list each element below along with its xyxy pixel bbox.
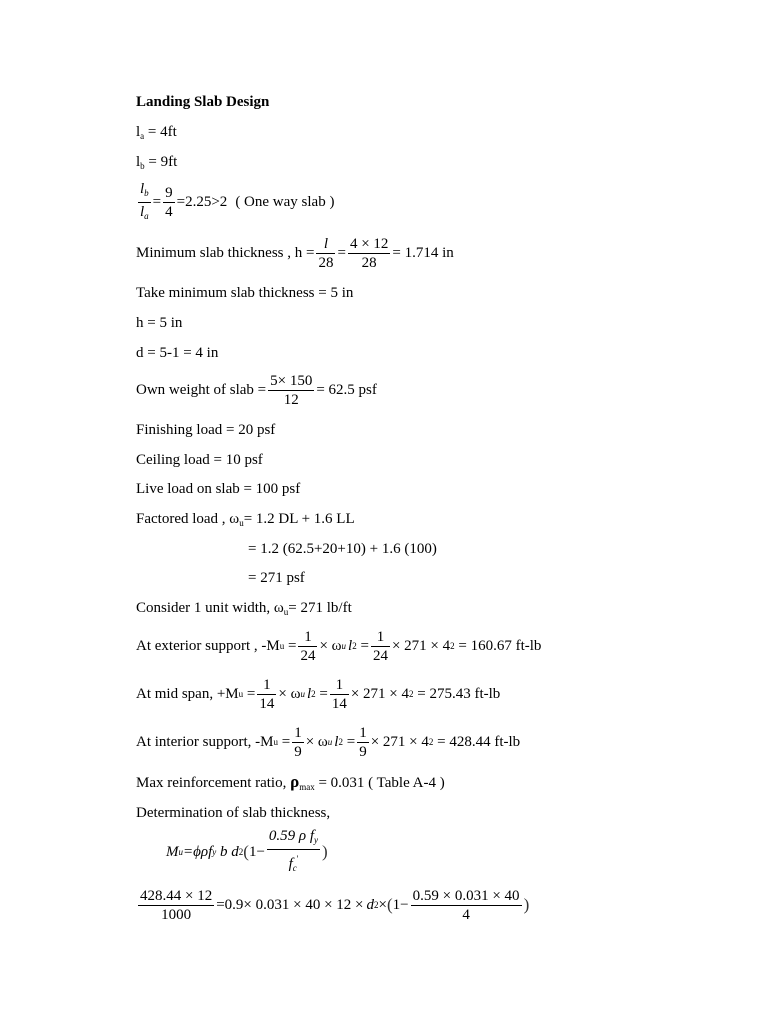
formula-num-sub: y [314,835,319,845]
page-title: Landing Slab Design [136,94,270,110]
int-den: 9 [294,743,302,760]
lb-subscript: b [140,161,145,171]
mid-calc-sup: 2 [409,689,414,699]
take-min-line: Take minimum slab thickness = 5 in [136,285,354,301]
int-fraction [292,724,304,761]
live-load-line: Live load on slab = 100 psf [136,481,301,497]
mid-result: = 275.43 ft-lb [417,686,501,702]
final-paren-close: ) [523,895,530,914]
min-thickness-line [136,233,454,273]
min-thickness-label: Minimum slab thickness , h = [136,245,315,261]
int-num: 1 [294,724,302,741]
unit-width-line [136,599,352,621]
final-fraction-2 [411,887,522,924]
int-eq: = [281,734,291,750]
mid-sup: 2 [311,689,316,699]
ratio-eq: = [152,194,162,210]
exterior-support-line [136,626,541,666]
factored-label: Factored load , ω [136,511,240,527]
formula-d: d [231,844,239,860]
int-fraction-2 [357,724,369,761]
rho-subscript: max [299,782,315,792]
ratio-note: ( One way slab ) [235,194,335,210]
mid-den-2: 14 [331,695,347,712]
int-calc-sup: 2 [428,737,434,747]
factored-load-step-3: = 271 psf [248,570,305,586]
formula-eq: =ϕρ [183,844,209,860]
factored-load-line [136,510,355,532]
ratio-den-l: l [140,203,145,220]
max-ratio-line [136,773,445,796]
max-ratio-label: Max reinforcement ratio, [136,775,287,791]
mid-span-line [136,674,500,714]
ext-calc: × 271 × 4 [391,638,451,654]
ext-eq: = [287,638,297,654]
formula-one-minus: 1− [248,844,265,860]
formula-mu-sub: u [178,847,183,857]
final-paren-open: ( [387,895,393,914]
formula-b: b [220,844,228,860]
mid-eq2: = [319,686,328,702]
ext-calc-sup: 2 [450,641,455,651]
ratio-num-sub: b [144,187,149,198]
la-symbol: l [136,124,141,140]
ext-fraction [298,628,317,665]
lb-symbol: l [136,154,141,170]
final-num: 428.44 × 12 [140,887,213,904]
mid-omega: × ω [278,686,301,702]
mid-num-2: 1 [330,676,349,695]
ratio-den-sub: a [144,210,149,221]
final-den: 1000 [161,906,192,923]
ratio-line [136,182,334,222]
design-formula [166,828,328,873]
ext-num-2: 1 [371,628,390,647]
int-omega: × ω [305,734,328,750]
factored-formula: = 1.2 DL + 1.6 LL [243,511,355,527]
mid-den: 14 [259,695,275,712]
int-sup: 2 [338,737,343,747]
ext-num: 1 [298,628,317,647]
ratio-result: =2.25>2 [176,194,228,210]
min-thickness-num: l [316,235,335,254]
max-ratio-value: = 0.031 ( Table A-4 ) [318,775,445,791]
mid-fraction-2 [330,676,349,713]
final-equation [136,885,529,925]
int-num-2: 1 [359,724,367,741]
formula-den-prime: ' [296,854,299,864]
own-weight-line [136,370,377,410]
d-line: d = 5-1 = 4 in [136,345,219,361]
finishing-load-line: Finishing load = 20 psf [136,422,276,438]
ext-result: = 160.67 ft-lb [458,638,542,654]
formula-d-sup: 2 [238,847,244,857]
mid-omega-sub: u [300,689,305,699]
final-num-2: 0.59 × 0.031 × 40 [412,887,520,904]
min-thickness-fraction-2 [348,235,390,272]
unit-width-value: = 271 lb/ft [288,600,352,616]
factored-load-step-2: = 1.2 (62.5+20+10) + 1.6 (100) [248,541,437,557]
final-times: × [378,897,387,913]
ratio-fraction [138,180,151,225]
rho-symbol: ρ [290,772,300,791]
int-result: = 428.44 ft-lb [437,734,521,750]
own-weight-label: Own weight of slab = [136,382,267,398]
lb-line [136,153,177,175]
la-subscript: a [140,131,145,141]
min-thickness-den-2: 28 [361,254,377,271]
ext-den-2: 24 [372,647,388,664]
ratio-number-fraction [163,184,175,221]
final-den-2: 4 [462,906,470,923]
interior-support-line [136,722,520,762]
final-mid: =0.9× 0.031 × 40 × 12 × [216,897,364,913]
mid-eq: = [246,686,256,702]
ratio-num-l: l [140,180,145,197]
min-thickness-fraction [316,235,335,272]
la-value: = 4ft [144,124,177,140]
min-thickness-den: 28 [318,254,334,271]
final-one-minus: 1− [392,897,409,913]
min-thickness-eq: = [337,245,346,261]
ext-sub: u [279,641,285,651]
la-line [136,123,177,145]
ratio-denominator: 4 [165,203,173,220]
ext-sup: 2 [352,641,357,651]
lb-value: = 9ft [144,154,178,170]
unit-width-sub: u [283,607,289,617]
ext-label: At exterior support , -M [136,638,280,654]
ext-omega: × ω [319,638,342,654]
int-l: l [334,734,339,750]
formula-num: 0.59 ρ f [268,828,315,844]
mid-calc: × 271 × 4 [350,686,410,702]
formula-den-sub: c [292,863,297,873]
int-calc: × 271 × 4 [370,734,429,750]
mid-sub: u [238,689,244,699]
own-weight-fraction [268,372,314,409]
min-thickness-num-2: 4 × 12 [349,235,389,252]
ext-den: 24 [300,647,316,664]
formula-f-sub: y [212,847,217,857]
own-weight-num: 5× 150 [270,372,313,389]
final-d: d [366,897,375,913]
factored-sub: u [239,518,244,528]
mid-num: 1 [257,676,276,695]
ext-fraction-2 [371,628,390,665]
ext-eq2: = [360,638,369,654]
formula-mu: M [166,844,179,860]
int-sub: u [273,737,278,747]
ceiling-load-line: Ceiling load = 10 psf [136,452,263,468]
own-weight-den: 12 [283,391,299,408]
mid-l: l [306,686,312,702]
h-line: h = 5 in [136,315,183,331]
ext-omega-sub: u [341,641,347,651]
int-eq2: = [346,734,356,750]
determination-line: Determination of slab thickness, [136,805,331,821]
mid-label: At mid span, +M [136,686,239,702]
mid-fraction [257,676,276,713]
formula-fraction [267,827,320,877]
formula-den: f [288,856,293,872]
ratio-numerator: 9 [165,184,173,201]
final-d-sup: 2 [374,900,379,910]
formula-f: f [208,844,213,860]
final-fraction [138,887,214,924]
ext-l: l [348,638,353,654]
int-den-2: 9 [359,743,367,760]
min-thickness-result: = 1.714 in [392,245,454,261]
int-label: At interior support, -M [136,734,274,750]
formula-paren-open: ( [243,842,249,861]
own-weight-result: = 62.5 psf [316,382,377,398]
int-omega-sub: u [327,737,333,747]
formula-paren-close: ) [322,842,328,861]
unit-width-label: Consider 1 unit width, ω [136,600,284,616]
